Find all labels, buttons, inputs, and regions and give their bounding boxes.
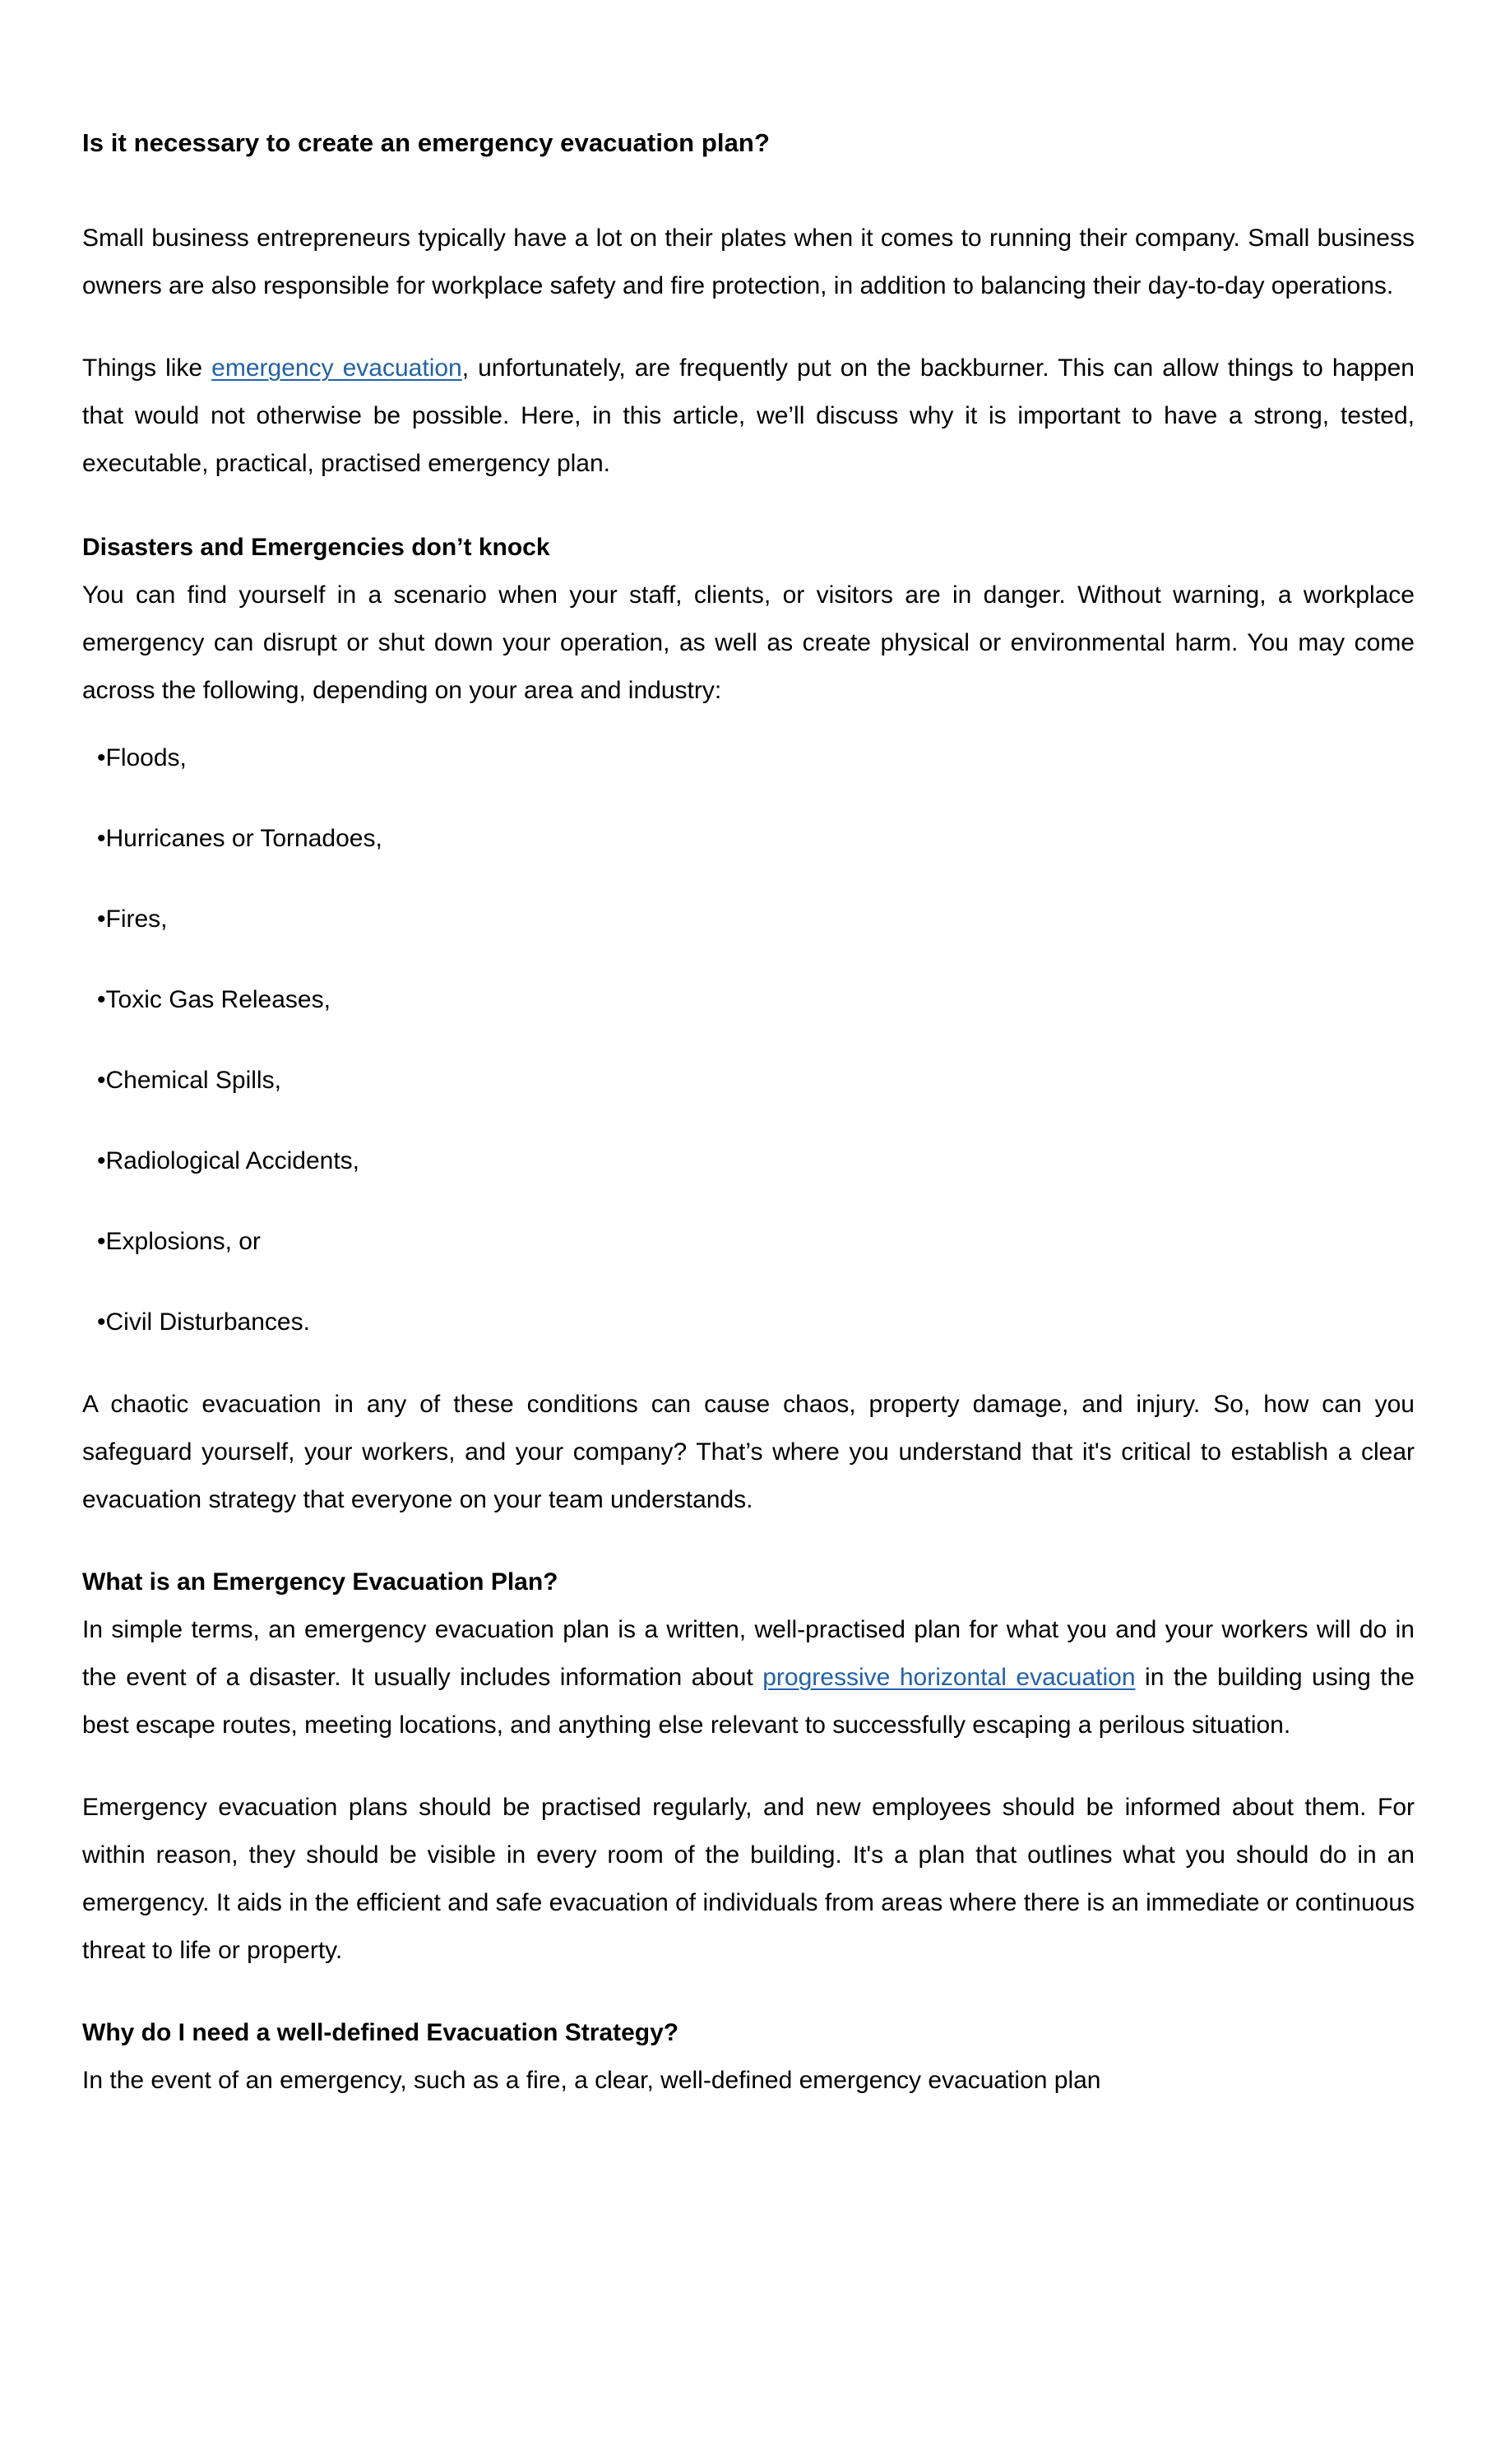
hazard-bullet-list: [82, 734, 1415, 1346]
list-item: •Chemical Spills,: [97, 1067, 281, 1094]
heading-what-is-an-emergency-evacuation-plan: What is an Emergency Evacuation Plan?: [82, 1568, 558, 1596]
what-is-text-before-link: In simple terms, an emergency evacuation plan is a written, well-practised plan for what you and your workers will do in the event of a disaster. It usually includes information about: [82, 1616, 1415, 1691]
list-item: •Fires,: [97, 905, 168, 933]
disasters-paragraph: You can find yourself in a scenario when your staff, clients, or visitors are in danger. Without warning, a workplace emergency can disrupt or shut down your operation, as well as create physical or environmental harm. You may come across the following, depending on your area and industry:: [82, 581, 1415, 704]
list-item: •Floods,: [97, 744, 187, 771]
backburner-paragraph: [82, 345, 1415, 488]
document-content: [82, 0, 1415, 2105]
emergency-evacuation-link[interactable]: emergency evacuation: [211, 354, 462, 382]
heading-why-do-i-need-a-well-defined-evacuation-strategy: Why do I need a well-defined Evacuation Strategy?: [82, 2019, 679, 2046]
page-title: Is it necessary to create an emergency evacuation plan?: [82, 128, 770, 157]
list-item: •Hurricanes or Tornadoes,: [97, 825, 382, 852]
practised-regularly-paragraph: Emergency evacuation plans should be practised regularly, and new employees should be informed about them. For within reason, they should be visible in every room of the building. It's a plan that outlines what you should do in an emergency. It aids in the efficient and safe evacuation of individuals from areas where there is an immediate or continuous threat to life or property.: [82, 1794, 1415, 1964]
backburner-text-after-link: , unfortunately, are frequently put on the backburner. This can allow things to happen that would not otherwise be possible. Here, in this article, we’ll discuss why it is important to have a strong, tested, executable, practical, practised emergency plan.: [82, 354, 1415, 477]
heading-disasters-and-emergencies: Disasters and Emergencies don’t knock: [82, 534, 550, 561]
what-is-paragraph: [82, 1606, 1415, 1749]
list-item: •Radiological Accidents,: [97, 1147, 360, 1174]
list-item: •Toxic Gas Releases,: [97, 986, 331, 1013]
list-item: •Explosions, or: [97, 1228, 261, 1255]
why-paragraph: In the event of an emergency, such as a fire, a clear, well-defined emergency evacuation plan: [82, 2067, 1101, 2094]
chaotic-evacuation-paragraph: A chaotic evacuation in any of these conditions can cause chaos, property damage, and injury. So, how can you safeguard yourself, your workers, and your company? That’s where you understand that it's critical to establish a clear evacuation strategy that everyone on your team understands.: [82, 1391, 1415, 1513]
backburner-text-before-link: Things like: [82, 354, 212, 382]
list-item: •Civil Disturbances.: [97, 1308, 310, 1336]
progressive-horizontal-evacuation-link[interactable]: progressive horizontal evacuation: [762, 1664, 1136, 1691]
intro-paragraph: Small business entrepreneurs typically have a lot on their plates when it comes to running their company. Small business owners are also responsible for workplace safety and fire protection, in addition to balancing their day-to-day operations.: [82, 225, 1415, 299]
what-is-text-after-link: in the building using the best escape routes, meeting locations, and anything else relevant to successfully escaping a perilous situation.: [82, 1664, 1415, 1739]
